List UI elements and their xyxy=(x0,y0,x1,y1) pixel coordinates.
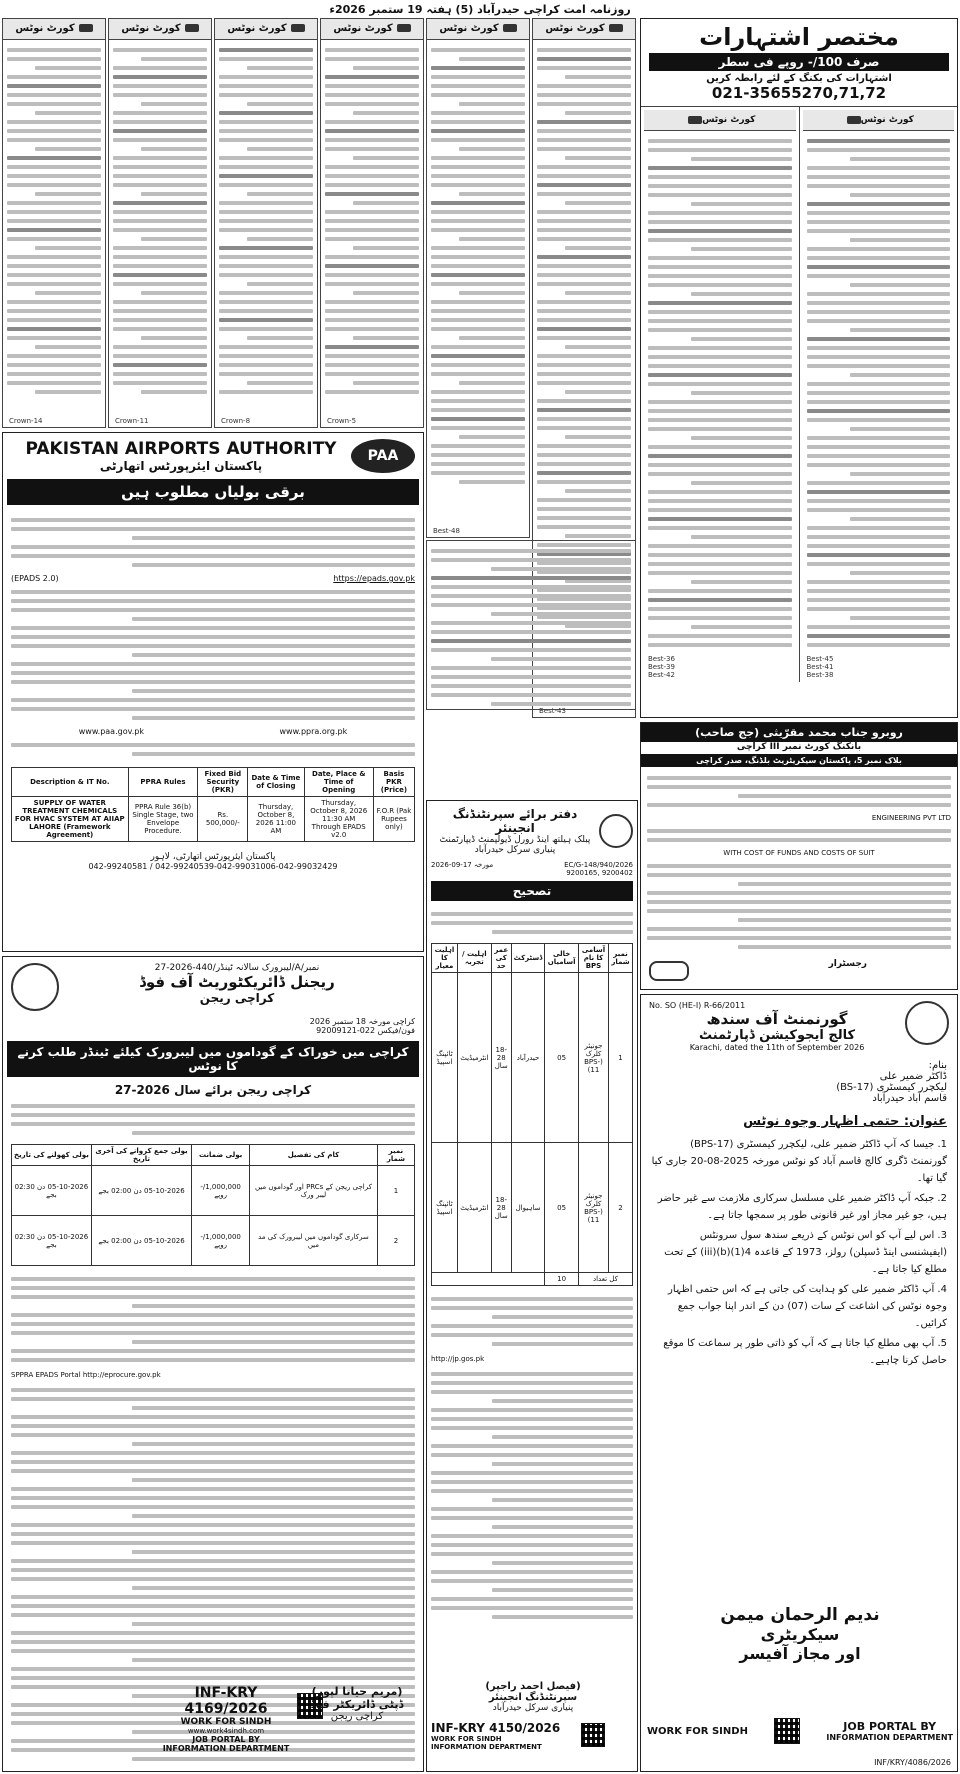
table-cell: جونیئر کلرک (BPS-11) xyxy=(578,973,608,1143)
se-conditions-text xyxy=(427,1288,637,1355)
notice-ref: Crown-14 xyxy=(9,417,43,425)
qr-code-icon xyxy=(774,1718,800,1744)
college-point: 1. جیسا کہ آپ ڈاکٹر ضمیر علی، لیکچرر کیمسٹری (BPS-17) گورنمنٹ ڈگری کالج قاسم آباد کو نوٹس مورخہ 2025-08-20 جاری کیا گیا تھا۔ xyxy=(651,1139,947,1184)
college-point: 2. جبکہ آپ ڈاکٹر ضمیر علی مسلسل سرکاری ملازمت سے غیر حاضر ہیں، جو غیر مجاز اور غیر قانونی طور پر سمجھا جاتا ہے۔ xyxy=(657,1193,947,1221)
paa-ad xyxy=(2,432,424,952)
banking-court-notice xyxy=(640,722,958,990)
regional-subtitle: کراچی ریجن xyxy=(199,991,275,1005)
table-cell: ٹائپنگ اسپیڈ xyxy=(432,973,458,1143)
classified-ref: Best-45 xyxy=(806,655,834,663)
table-cell: 18-28 سال xyxy=(491,973,511,1143)
table-cell: 1,000,000/- روپے xyxy=(192,1166,250,1216)
notice-text xyxy=(427,40,529,492)
court-box-text xyxy=(641,857,957,956)
classifieds-title: مختصر اشتہارات xyxy=(699,23,899,51)
court-notice-header: کورٹ نوٹس xyxy=(215,19,317,40)
regional-date: کراچی مورخہ 18 ستمبر 2026 xyxy=(309,1017,415,1026)
table-cell: Thursday, October 8, 2026 11:00 AM xyxy=(248,797,304,842)
info-dept-label: INFORMATION DEPARTMENT xyxy=(431,1743,542,1751)
table-cell: 05-10-2026 دن 02:00 بجے xyxy=(91,1216,191,1266)
masthead: روزنامہ امت کراچی حیدرآباد (5) ہفتہ 19 ستمبر 2026ء xyxy=(329,3,631,16)
se-date: مورخہ 17-09-2026 xyxy=(431,861,494,869)
table-cell: Thursday, October 8, 2026 11:30 AM Through EPADS v2.0 xyxy=(304,797,373,842)
work-for-sindh-logo: WORK FOR SINDH xyxy=(431,1735,502,1743)
gavel-icon xyxy=(847,116,861,124)
table-header-row xyxy=(12,768,415,797)
work-for-sindh-site[interactable]: www.work4sindh.com xyxy=(187,1727,265,1735)
college-addressee: ڈاکٹر ضمیر علی xyxy=(879,1071,947,1082)
gavel-icon xyxy=(291,24,305,32)
table-header: Fixed Bid Security (PKR) xyxy=(198,768,248,797)
qr-code-icon xyxy=(581,1723,605,1747)
table-header: Date & Time of Closing xyxy=(248,768,304,797)
court-notice-column xyxy=(2,18,106,428)
work-for-sindh-logo: WORK FOR SINDH xyxy=(647,1725,748,1737)
gavel-icon xyxy=(185,24,199,32)
se-jobs-url[interactable]: http://jp.gos.pk xyxy=(431,1355,485,1363)
table-header: نمبر شمار xyxy=(609,944,633,973)
classified-ref: Best-41 xyxy=(806,663,834,671)
college-post: لیکچرر کیمسٹری (BS-17) xyxy=(836,1082,947,1093)
se-correction-banner: تصحیح xyxy=(431,881,633,901)
notice-text xyxy=(109,40,211,402)
table-header: نمبر شمار xyxy=(377,1145,414,1166)
table-cell: جونیئر کلرک (BPS-11) xyxy=(578,1143,608,1273)
table-header-row xyxy=(12,1145,415,1166)
classified-ad-column xyxy=(641,106,800,682)
se-conditions-text xyxy=(427,1363,637,1628)
gavel-icon xyxy=(609,24,623,32)
gavel-icon xyxy=(503,24,517,32)
regional-region: کراچی ریجن xyxy=(330,1711,384,1722)
classified-ad-header: کورٹ نوٹس xyxy=(803,110,955,131)
gavel-icon xyxy=(79,24,93,32)
regional-signatory: (مریم حیاتا لپور) xyxy=(311,1685,403,1698)
court-box-company: ENGINEERING PVT LTD xyxy=(871,814,951,822)
paa-logo: PAA xyxy=(351,439,415,473)
table-cell: انٹرمیڈیٹ xyxy=(457,973,491,1143)
se-title: دفتر برائے سپرنٹنڈنگ انجینئر xyxy=(452,807,578,835)
classified-ref: Best-42 xyxy=(648,671,675,679)
regional-ref: نمبر/A/لیبرورک سالانہ ٹینڈر/440-2026-27 xyxy=(154,963,320,973)
table-cell: 1 xyxy=(609,973,633,1143)
court-box-text xyxy=(641,769,957,814)
college-designation: سیکریٹری xyxy=(760,1625,840,1644)
classified-ad-header: کورٹ نوٹس xyxy=(644,110,796,131)
classified-ref: Best-36 xyxy=(648,655,675,663)
court-notice-column xyxy=(214,18,318,428)
regional-tender-table xyxy=(11,1144,415,1266)
court-notice-header: کورٹ نوٹس xyxy=(427,19,529,40)
table-row xyxy=(12,797,415,842)
paa-name-ur: پاکستان ایئرپورٹس اتھارٹی xyxy=(99,459,263,473)
table-header: Description & IT No. xyxy=(12,768,129,797)
court-box-suit: WITH COST OF FUNDS AND COSTS OF SUIT xyxy=(723,849,875,857)
regional-fax: فون/فیکس 022-92009121 xyxy=(316,1026,415,1035)
table-cell: SUPPLY OF WATER TREATMENT CHEMICALS FOR HVAC SYSTEM AT AIIAP LAHORE (Framework Agreement) xyxy=(12,797,129,842)
court-notice-header: کورٹ نوٹس xyxy=(533,19,635,40)
notice-text xyxy=(3,40,105,402)
gavel-icon xyxy=(397,24,411,32)
table-cell: 05 xyxy=(545,973,579,1143)
table-cell: 05-10-2026 دن 02:00 بجے xyxy=(91,1166,191,1216)
classified-ref: Best-38 xyxy=(806,671,834,679)
se-inf-number: INF-KRY 4150/2026 xyxy=(431,1721,561,1735)
college-point: 3. اس لیے آپ کو اس نوٹس کے ذریعے سندھ سول سرونٹس (ایفیشنسی اینڈ ڈسپلن) رولز، 1973 کے قاعدہ 4(1)(b)(iii) کے تحت مطلع کیا جاتا ہے۔ xyxy=(664,1230,947,1275)
notice-text xyxy=(427,541,635,710)
table-header-row xyxy=(432,944,633,973)
notice-ref: Best-43 xyxy=(539,707,566,715)
college-date: Karachi, dated the 11th of September 2026 xyxy=(689,1043,865,1052)
se-ref: EC/G-148/940/2026 xyxy=(564,861,633,869)
table-cell: Rs. 500,000/- xyxy=(198,797,248,842)
table-cell: 05-10-2026 دن 02:30 بجے xyxy=(12,1216,92,1266)
regional-designation: ڈپٹی ڈائریکٹر فوڈ xyxy=(310,1698,404,1711)
regional-inf-number: INF-KRY 4169/2026 xyxy=(184,1685,268,1717)
table-cell: انٹرمیڈیٹ xyxy=(457,1143,491,1273)
paa-banner: برقی بولیاں مطلوب ہیں xyxy=(7,479,419,505)
paa-body-text xyxy=(3,511,423,574)
regional-year: کراچی ریجن برائے سال 2026-27 xyxy=(114,1083,312,1097)
court-box-title: روبرو جناب محمد مقرّیثی (جج صاحب) xyxy=(641,723,957,742)
college-dept: کالج ایجوکیشن ڈپارٹمنٹ xyxy=(698,1028,856,1043)
table-cell: ٹائپنگ اسپیڈ xyxy=(432,1143,458,1273)
court-notice-header: کورٹ نوٹس xyxy=(3,19,105,40)
table-header: آسامی کا نام BPS xyxy=(578,944,608,973)
table-header: PPRA Rules xyxy=(128,768,198,797)
paa-epads-url[interactable]: https://epads.gov.pk xyxy=(333,574,415,583)
se-circle: پنیاری سرکل حیدرآباد xyxy=(492,1703,574,1713)
paa-name-en: PAKISTAN AIRPORTS AUTHORITY xyxy=(25,439,337,459)
court-box-signature: رجسٹرار xyxy=(828,959,867,969)
table-header: خالی آسامیاں xyxy=(545,944,579,973)
gavel-icon xyxy=(688,116,702,124)
paa-website[interactable]: www.paa.gov.pk xyxy=(78,727,144,736)
court-notice-column xyxy=(426,18,530,538)
info-dept-label: INFORMATION DEPARTMENT xyxy=(162,1744,290,1753)
notice-ref: Crown-8 xyxy=(221,417,251,425)
se-phone: 9200165, 9200402 xyxy=(566,869,633,877)
table-header: کام کی تفصیل xyxy=(250,1145,378,1166)
paa-tender-table xyxy=(11,767,415,842)
table-row xyxy=(432,1143,633,1273)
se-signatory: (فیصل احمد راجپر) xyxy=(485,1681,581,1692)
superintending-engineer-ad xyxy=(426,800,638,1772)
se-designation: سپرنٹنڈنگ انجینئر xyxy=(488,1692,578,1703)
info-dept-label: INFORMATION DEPARTMENT xyxy=(826,1733,953,1742)
notice-ref: Crown-11 xyxy=(115,417,149,425)
college-address: قاسم آباد حیدرآباد xyxy=(872,1093,947,1104)
table-cell: PPRA Rule 36(b) Single Stage, two Envelope Procedure. xyxy=(128,797,198,842)
court-notice-header: کورٹ نوٹس xyxy=(321,19,423,40)
court-seal-icon xyxy=(649,961,689,981)
table-header: بولی کھولنے کی تاریخ xyxy=(12,1145,92,1166)
court-notice-header: کورٹ نوٹس xyxy=(109,19,211,40)
court-notice-column xyxy=(320,18,424,428)
se-posts-table xyxy=(431,943,633,1286)
sindh-emblem-icon xyxy=(905,1001,949,1045)
regional-sppra[interactable]: SPPRA EPADS Portal http://eprocure.gov.pk xyxy=(11,1371,161,1379)
job-portal-label: JOB PORTAL BY xyxy=(192,1735,260,1744)
sindh-emblem-icon xyxy=(599,814,633,848)
classifieds-phone: 021-35655270,71,72 xyxy=(711,84,887,102)
notice-ref: Crown-5 xyxy=(327,417,357,425)
court-box-address: بلاک نمبر 5، پاکستان سیکریٹریٹ بلڈنگ، صدر کراچی xyxy=(641,754,957,767)
table-cell: کل تعداد xyxy=(578,1273,632,1286)
notice-text xyxy=(321,40,423,402)
college-inf-number: INF/KRY/4086/2026 xyxy=(874,1758,951,1767)
table-header: ڈسٹرکٹ xyxy=(511,944,545,973)
notice-text xyxy=(215,40,317,402)
court-box-text xyxy=(641,822,957,849)
table-row xyxy=(12,1166,415,1216)
regional-banner: کراچی میں خوراک کے گوداموں میں لیبرورک کیلئے ٹینڈر طلب کرنے کا نوٹس xyxy=(7,1041,419,1077)
table-header: بولی ضمانت xyxy=(192,1145,250,1166)
table-header: Basis PKR (Price) xyxy=(373,768,414,797)
paa-phones: 042-99240581 / 042-99240539-042-99031006-042-99032429 xyxy=(88,862,338,871)
table-cell: ساہیوال xyxy=(511,1143,545,1273)
se-subtitle: پبلک ہیلتھ اینڈ رورل ڈیولپمنٹ ڈیپارٹمنٹ پنیاری سرکل حیدرآباد xyxy=(439,835,591,855)
table-header: اہلیت / تجربہ xyxy=(457,944,491,973)
table-cell: 05 xyxy=(545,1143,579,1273)
classifieds-booking: اشتہارات کی بکنگ کے لئے رابطہ کریں xyxy=(706,73,892,84)
table-cell: 1 xyxy=(377,1166,414,1216)
court-notice-column xyxy=(426,540,636,710)
table-cell: سرکاری گوداموں میں لیبرورک کی مد میں xyxy=(250,1216,378,1266)
college-education-notice xyxy=(640,994,958,1772)
table-header: عمر کی حد xyxy=(491,944,511,973)
college-notice-no: No. SO (HE-I) R-66/2011 xyxy=(649,1001,746,1010)
table-total-row xyxy=(432,1273,633,1286)
paa-body-text xyxy=(3,583,423,727)
table-row xyxy=(12,1216,415,1266)
paa-footer-ur: پاکستان ایئرپورٹس اتھارٹی، لاہور xyxy=(150,852,276,862)
table-cell: F.O.R (Pak Rupees only) xyxy=(373,797,414,842)
notice-ref: Best-48 xyxy=(433,527,460,535)
table-cell: کراچی ریجن کے PRCs اور گوداموں میں لیبر ورک xyxy=(250,1166,378,1216)
classified-ref: Best-39 xyxy=(648,663,675,671)
table-header: اہلیت کا معیار xyxy=(432,944,458,973)
table-cell: حیدرآباد xyxy=(511,973,545,1143)
college-point: 4. آپ ڈاکٹر ضمیر علی کو ہدایت کی جاتی ہے کہ اس حتمی اظہار وجوہ نوٹس کی اشاعت کے سات (07) دن کے اندر اپنا جواب جمع کرائیں۔ xyxy=(668,1284,947,1329)
college-govt-title: گورنمنٹ آف سندھ xyxy=(706,1010,848,1028)
regional-conditions-text xyxy=(3,1268,423,1371)
college-to: بنام: xyxy=(928,1060,947,1071)
college-subject: عنوان: حتمی اظہار وجوہ نوٹس xyxy=(743,1114,947,1129)
college-designation-2: اور مجاز آفیسر xyxy=(739,1644,861,1663)
se-body-text xyxy=(427,905,637,941)
regional-title: ریجنل ڈائریکٹوریٹ آف فوڈ xyxy=(139,973,335,991)
table-cell: 10 xyxy=(545,1273,579,1286)
paa-ppra-link[interactable]: www.ppra.org.pk xyxy=(279,727,348,736)
table-header: بولی جمع کروانے کی آخری تاریخ xyxy=(91,1145,191,1166)
table-cell: 2 xyxy=(609,1143,633,1273)
classifieds-rate: صرف 100/- روپے فی سطر xyxy=(649,53,949,71)
classifieds-section xyxy=(640,18,958,718)
court-box-court: بانکنگ کورٹ نمبر III کراچی xyxy=(736,742,862,752)
job-portal-label: JOB PORTAL BY xyxy=(843,1720,937,1733)
work-for-sindh-logo: WORK FOR SINDH xyxy=(180,1717,272,1727)
regional-food-ad xyxy=(2,956,424,1772)
court-notice-column xyxy=(108,18,212,428)
table-row xyxy=(432,973,633,1143)
college-signatory: ندیم الرحمان میمن xyxy=(720,1605,880,1625)
table-header: Date, Place & Time of Opening xyxy=(304,768,373,797)
table-cell: 18-28 سال xyxy=(491,1143,511,1273)
table-cell: 05-10-2026 دن 02:30 بجے xyxy=(12,1166,92,1216)
table-cell: 2 xyxy=(377,1216,414,1266)
college-point: 5. آپ بھی مطلع کیا جاتا ہے کہ آپ کو ذاتی طور پر سماعت کا موقع حاصل کرنا چاہیے۔ xyxy=(663,1338,947,1366)
regional-body-text xyxy=(3,1097,423,1142)
classified-ad-column xyxy=(800,106,958,682)
sindh-emblem-icon xyxy=(11,963,59,1011)
paa-epads: (EPADS 2.0) xyxy=(11,574,59,583)
table-cell: 1,000,000/- روپے xyxy=(192,1216,250,1266)
